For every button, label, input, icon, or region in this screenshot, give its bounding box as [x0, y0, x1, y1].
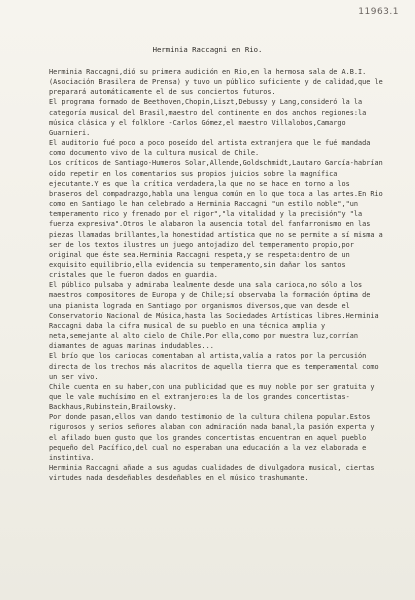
paragraph: El brío que los cariocas comentaban al artista,valía a ratos por la percusión directa de los trechos más alacritos de aquella tierra que es temperamental como un ser vivo. [49, 352, 379, 381]
paragraph: El auditorio fué poco a poco poseído del artista extranjera que le fué mandada como documento vivo de la cultura musical de Chile. [49, 139, 371, 158]
paragraph: Los críticos de Santiago-Humeros Solar,Allende,Goldschmidt,Lautaro García-habrían oído repetir en los comentarios sus propios juicios sobre la magnífica ejecutante.Y es que la crítica verdadera,la que no se hace en torno a los braseros del compadrazgo,habla una lengua común en lo que toca a las artes.En Rio como en Santiago le han celebrado a Herminia Raccagni "un estilo noble","un temperamento rico y frenado por el rigor","la vitalidad y la precisión"y "la fuerza expresiva".Otros le alabaron la ausencia total del fanfarronismo en las piezas llamadas brillantes,la honestidad artística que no se permite a sí misma a ser de los textos ilustres un juego antojadizo del temperamento propio,por original que éste sea.Herminia Raccagni respeta,y se respeta:dentro de un exquisito equilibrio,ella evidencia su temperamento,sin dañar los santos cristales que le fueron dados en guardia. [49, 159, 383, 280]
paragraph: El programa formado de Beethoven,Chopin,Liszt,Debussy y Lang,consideró la la categoría musical del Brasil,maestro del continente en dos anchos regiones:la música clásica y el folklore -Carlos Gómez,el maestro Villalobos,Camargo Guarnieri. [49, 98, 367, 137]
paragraph: Chile cuenta en su haber,con una publicidad que es muy noble por ser gratuita y que le vale muchísimo en el extranjero:es la de los grandes concertistas-Backhaus,Rubinstein,Brailowsky. [49, 382, 375, 412]
paragraph: Herminia Raccagni,dió su primera audición en Rio,en la hermosa sala de A.B.I. (Asociación Brasilera de Prensa) y tuvo un público suficiente y de calidad,que le preparará automáticamente el de sus conciertos futuros. [49, 68, 383, 97]
paragraph: Herminia Raccagni añade a sus agudas cualidades de divulgadora musical, ciertas virtudes nada desdeñables desdeñables en el músico trashumante. [49, 464, 375, 483]
catalog-number: 11963.1 [358, 7, 399, 17]
paragraph: El público pulsaba y admiraba lealmente desde una sala carioca,no sólo a los maestros compositores de Europa y de Chile;sí observaba la formación óptima de una pianista lograda en Santiago por organismos diversos,que van desde el Conservatorio Nacional de Música,hasta las Sociedades Artísticas libres.Herminia Raccagni daba la cifra musical de su pueblo en una técnica amplia y neta,semejante al alto cielo de Chile.Por ella,como por muestra luz,corrían diamantes de aguas marinas indudables... [49, 281, 379, 351]
document-title: Herminia Raccagni en Rio. [152, 45, 263, 54]
document-body [36, 67, 384, 483]
paragraph: Por donde pasan,ellos van dando testimonio de la cultura chilena popular.Estos rigurosos y serios señores alaban con admiración nada banal,la pasión experta y el afilado buen gusto que los grandes concertistas encuentran en aquel pueblo pequeño del Pacífico,del cual no esperaban una educación a la vez elaborada e instintiva. [49, 413, 375, 462]
